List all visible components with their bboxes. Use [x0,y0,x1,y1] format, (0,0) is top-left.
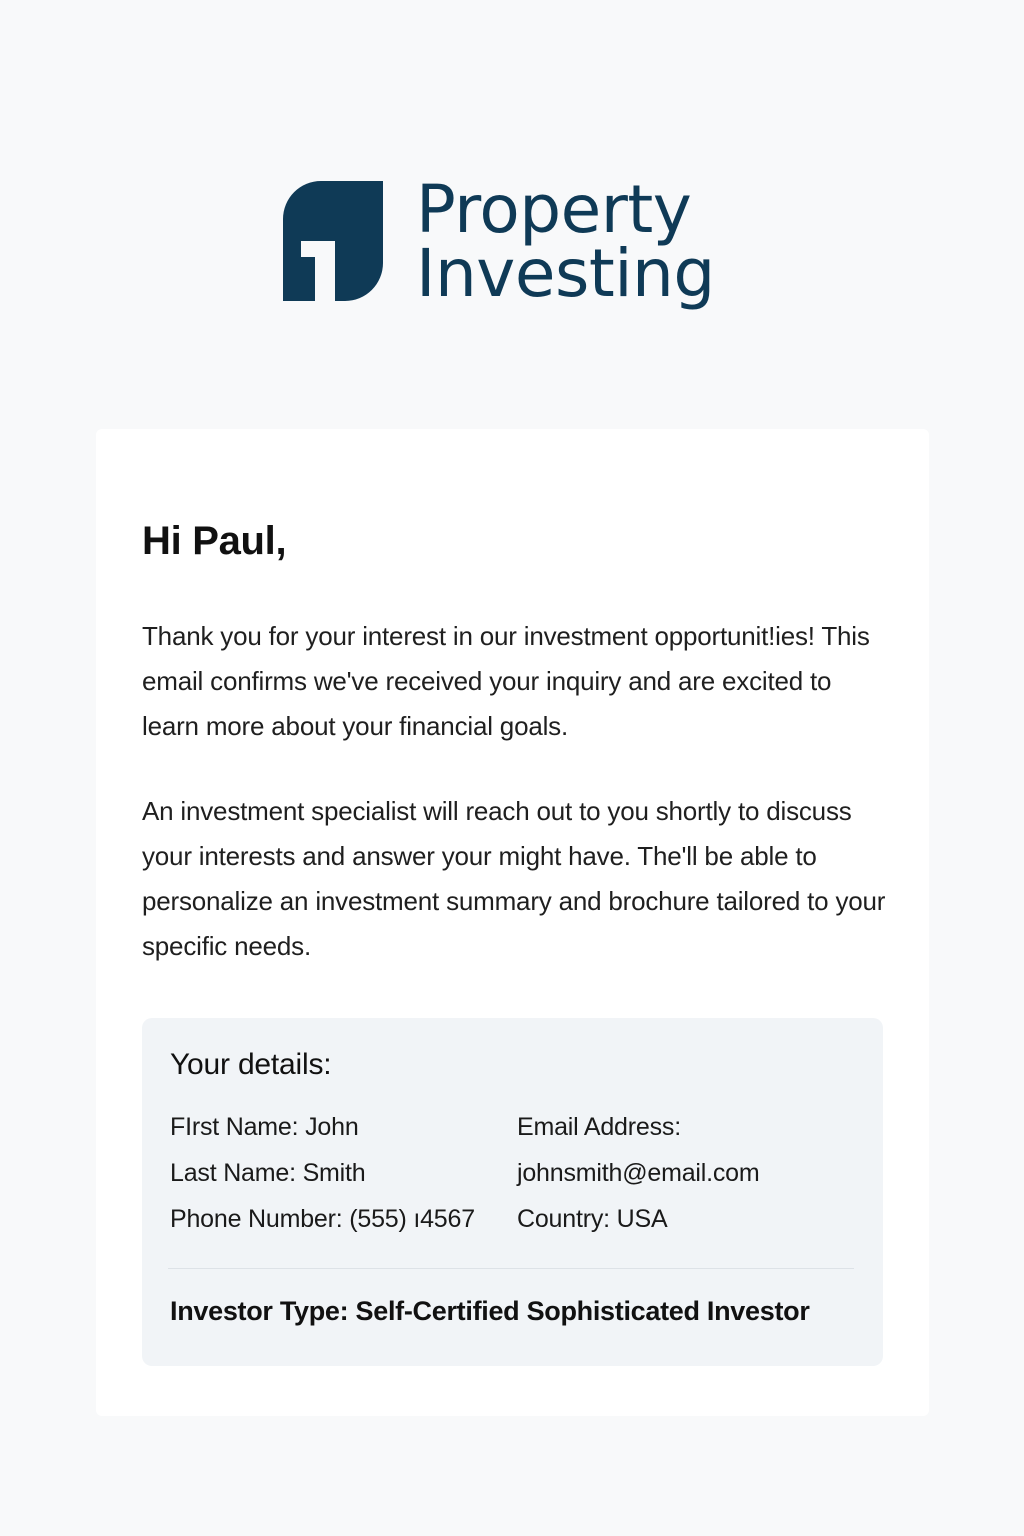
brand-logo [283,171,743,318]
last-name-field: Last Name: Smith [170,1159,366,1187]
building-logo-icon [283,181,383,301]
brand-wordmark [416,171,715,312]
intro-paragraph: Thank you for your interest in our investment opportunit!ies! This email confirms we've received your inquiry and are excited to learn more about your financial goals. [142,621,870,741]
followup-paragraph: An investment specialist will reach out to you shortly to discuss your interests and answer your might have. The'll be able to personalize an investment summary and brochure tailored to your specific needs. [142,796,886,961]
email-value: johnsmith@email.com [517,1159,760,1187]
brand-line-1: Property [416,171,692,248]
brand-line-2: Investing [416,235,715,312]
investor-type: Investor Type: Self-Certified Sophisticated Investor [170,1296,810,1326]
phone-field: Phone Number: (555) ı4567 [170,1205,475,1233]
details-right-column [517,1104,867,1242]
greeting: Hi Paul, [142,519,287,563]
email-label: Email Address: [517,1113,681,1141]
details-box [142,1018,883,1366]
details-title: Your details: [170,1048,332,1081]
country-field: Country: USA [517,1205,668,1233]
details-left-column [170,1104,510,1242]
email-card [96,429,929,1416]
first-name-field: FIrst Name: John [170,1113,359,1141]
details-divider [168,1268,854,1269]
